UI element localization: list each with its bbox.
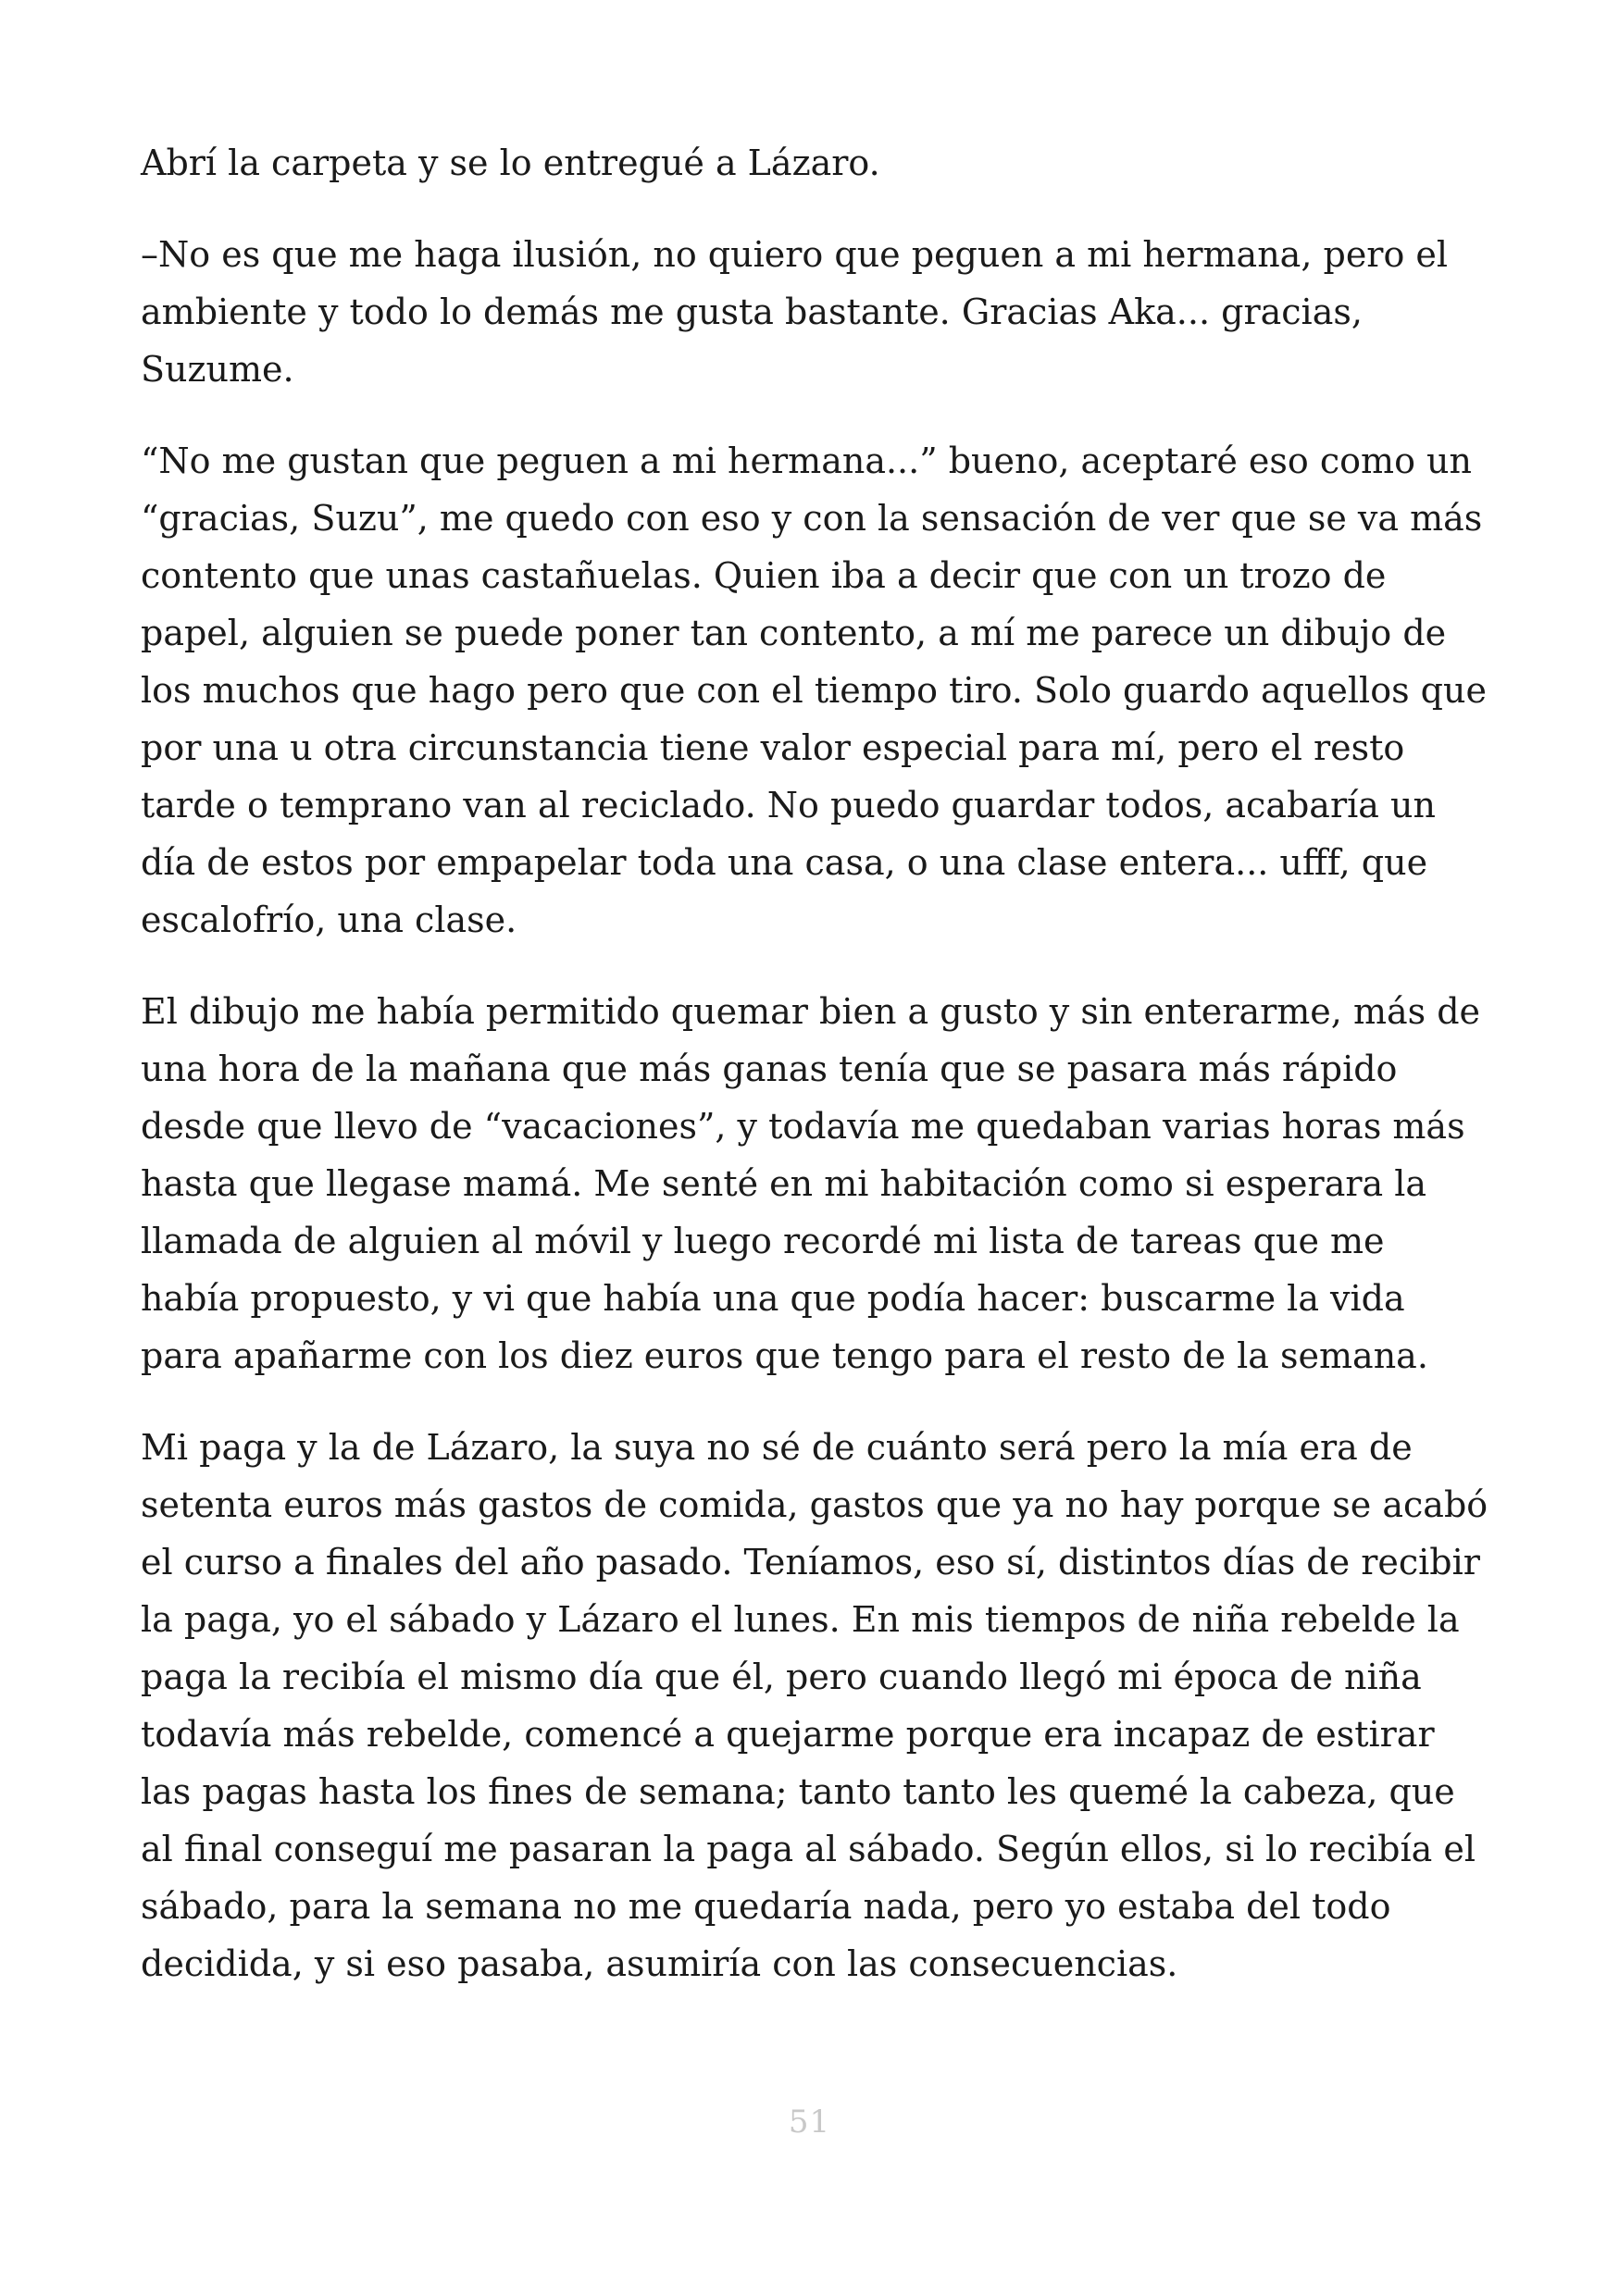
paragraph-4: El dibujo me había permitido quemar bien a gusto y sin enterarme, más de una hora de la mañana que más ganas tenía que se pasara más rápido desde que llevo de “vacaciones”, y todavía me quedaban varias horas más hasta que llegase mamá. Me senté en mi habitación como si esperara la llamada de alguien al móvil y luego recordé mi lista de tareas que me había propuesto, y vi que había una que podía hacer: buscarme la vida para apañarme con los diez euros que tengo para el resto de la semana. [141, 991, 1481, 1376]
paragraph-3: “No me gustan que peguen a mi hermana...” bueno, aceptaré eso como un “gracias, Suzu”, me quedo con eso y con la sensación de ver que se va más contento que unas castañuelas. Quien iba a decir que con un trozo de papel, alguien se puede poner tan contento, a mí me parece un dibujo de los muchos que hago pero que con el tiempo tiro. Solo guardo aquellos que por una u otra circunstancia tiene valor especial para mí, pero el resto tarde o temprano van al reciclado. No puedo guardar todos, acabaría un día de estos por empapelar toda una casa, o una clase entera... ufff, que escalofrío, una clase. [141, 441, 1487, 940]
page-body-text [141, 134, 1492, 2027]
paragraph-1: Abrí la carpeta y se lo entregué a Lázaro. [141, 143, 880, 183]
page-number: 51 [788, 2104, 831, 2141]
paragraph-2: –No es que me haga ilusión, no quiero que peguen a mi hermana, pero el ambiente y todo lo demás me gusta bastante. Gracias Aka... gracias, Suzume. [141, 234, 1449, 390]
paragraph-5: Mi paga y la de Lázaro, la suya no sé de cuánto será pero la mía era de setenta euros más gastos de comida, gastos que ya no hay porque se acabó el curso a finales del año pasado. Teníamos, eso sí, distintos días de recibir la paga, yo el sábado y Lázaro el lunes. En mis tiempos de niña rebelde la paga la recibía el mismo día que él, pero cuando llegó mi época de niña todavía más rebelde, comencé a quejarme porque era incapaz de estirar las pagas hasta los fines de semana; tanto tanto les quemé la cabeza, que al final conseguí me pasaran la paga al sábado. Según ellos, si lo recibía el sábado, para la semana no me quedaría nada, pero yo estaba del todo decidida, y si eso pasaba, asumiría con las consecuencias. [141, 1427, 1488, 1984]
